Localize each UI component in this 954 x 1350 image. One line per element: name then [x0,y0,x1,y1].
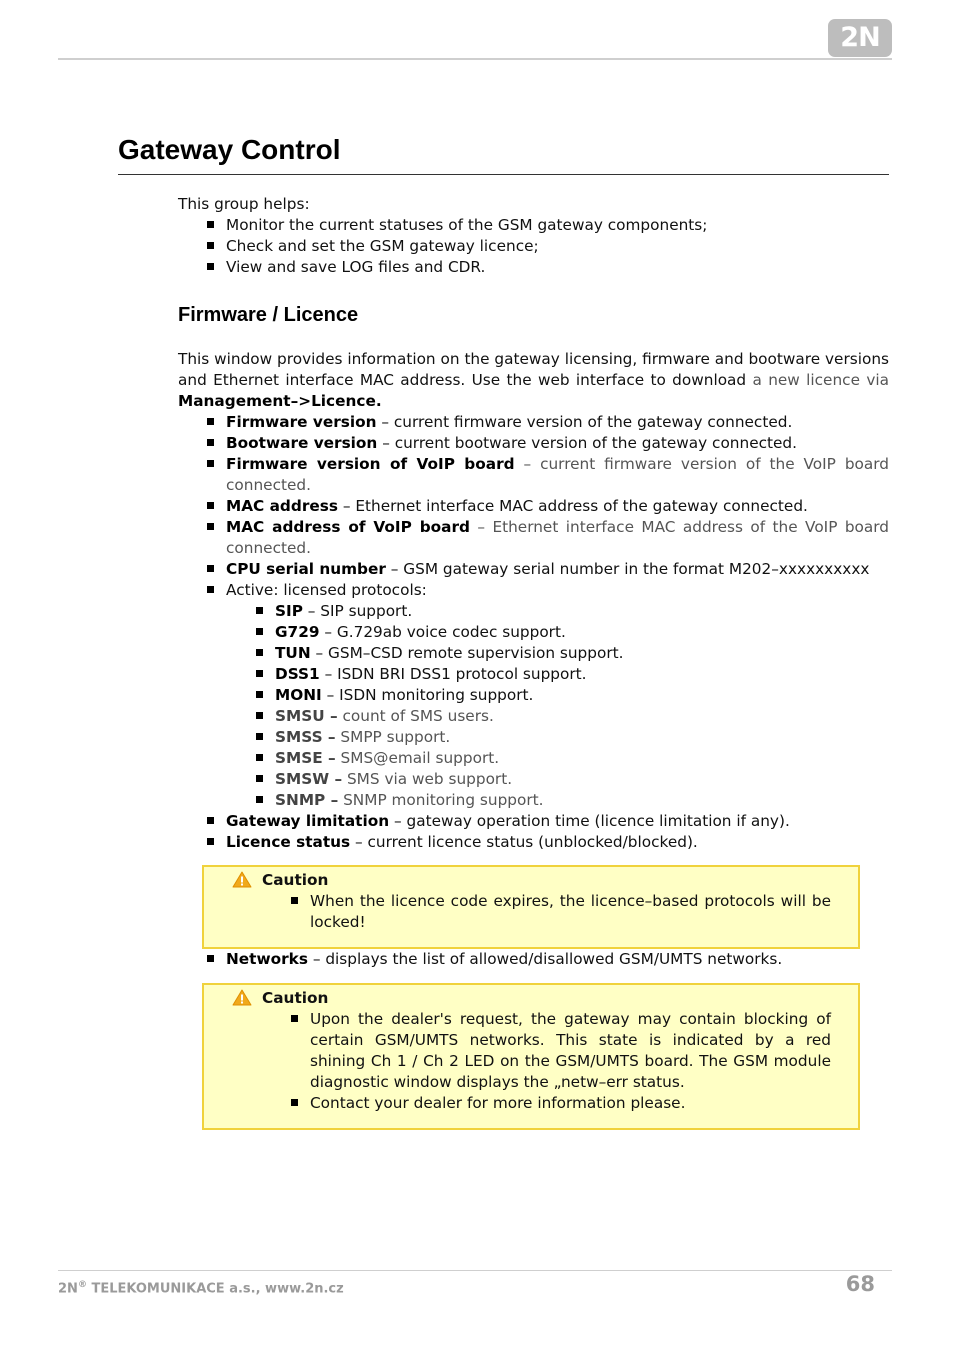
main-content [178,192,889,1130]
caution-title: Caution [262,989,329,1007]
protocol-item: SMSU – count of SMS users. [178,706,889,727]
field-item: Licence status – current licence status (unblocked/blocked). [178,832,889,853]
caution-box [202,983,860,1130]
protocol-item: SNMP – SNMP monitoring support. [178,790,889,811]
protocol-item: TUN – GSM–CSD remote supervision support. [178,643,889,664]
paragraph-text-grey: a new licence via [752,371,889,389]
list-item: View and save LOG files and CDR. [178,257,889,278]
header-rule [58,58,892,60]
warning-triangle-icon [232,871,252,888]
warning-triangle-icon [232,989,252,1006]
brand-logo: 2N [828,19,892,57]
protocol-item: SMSW – SMS via web support. [178,769,889,790]
field-item: Firmware version of VoIP board – current firmware version of the VoIP board connected. [178,454,889,496]
caution-item: Upon the dealer's request, the gateway may contain blocking of certain GSM/UMTS networks. This state is indicated by a red shining Ch 1 / Ch 2 LED on the GSM/UMTS board. The GSM module diagnostic window displays the „netw–err status. [204,1009,858,1093]
caution-box [202,865,860,949]
footer-company: 2N® TELEKOMUNIKACE a.s., www.2n.cz [58,1280,344,1297]
list-item: Check and set the GSM gateway licence; [178,236,889,257]
section-paragraph [178,349,889,412]
intro-text: This group helps: [178,195,310,213]
field-item: Active: licensed protocols: SIP – SIP support. G729 – G.729ab voice codec support. TUN – GSM–CSD remote supervision support. DSS1 – ISDN BRI DSS1 protocol support. MONI – ISDN monitoring support. SMSU – count of SMS users. SMSS – SMPP support. SMSE – SMS@email support. SMSW – SMS via web support. SNMP – SNMP monitoring support. [178,580,889,811]
field-item: Networks – displays the list of allowed/disallowed GSM/UMTS networks. [178,949,889,970]
networks-list [178,949,889,970]
field-item: MAC address of VoIP board – Ethernet interface MAC address of the VoIP board connected. [178,517,889,559]
field-item: Gateway limitation – gateway operation time (licence limitation if any). [178,811,889,832]
page-number: 68 [845,1272,875,1296]
field-item: Firmware version – current firmware version of the gateway connected. [178,412,889,433]
page-title: Gateway Control [118,134,341,165]
field-item: Bootware version – current bootware version of the gateway connected. [178,433,889,454]
field-list [178,412,889,853]
protocol-item: DSS1 – ISDN BRI DSS1 protocol support. [178,664,889,685]
field-item: CPU serial number – GSM gateway serial number in the format M202–xxxxxxxxxx [178,559,889,580]
field-item: MAC address – Ethernet interface MAC address of the gateway connected. [178,496,889,517]
list-item: Monitor the current statuses of the GSM gateway components; [178,215,889,236]
caution-item: Contact your dealer for more information please. [204,1093,858,1114]
caution-title: Caution [262,871,329,889]
protocol-item: G729 – G.729ab voice codec support. [178,622,889,643]
protocol-item: SMSS – SMPP support. [178,727,889,748]
protocol-list [178,601,889,811]
intro-list [178,215,889,278]
caution-item: When the licence code expires, the licence–based protocols will be locked! [204,891,858,933]
menu-path: Management–>Licence. [178,392,382,410]
section-heading: Firmware / Licence [178,304,359,326]
paragraph-text: This window provides information on the gateway licensing, firmware and bootware versions and Ethernet interface MAC address. Use the web interface to download [178,350,889,389]
footer-rule [58,1270,892,1271]
protocol-item: MONI – ISDN monitoring support. [178,685,889,706]
protocol-item: SMSE – SMS@email support. [178,748,889,769]
protocol-item: SIP – SIP support. [178,601,889,622]
title-rule [118,174,889,175]
